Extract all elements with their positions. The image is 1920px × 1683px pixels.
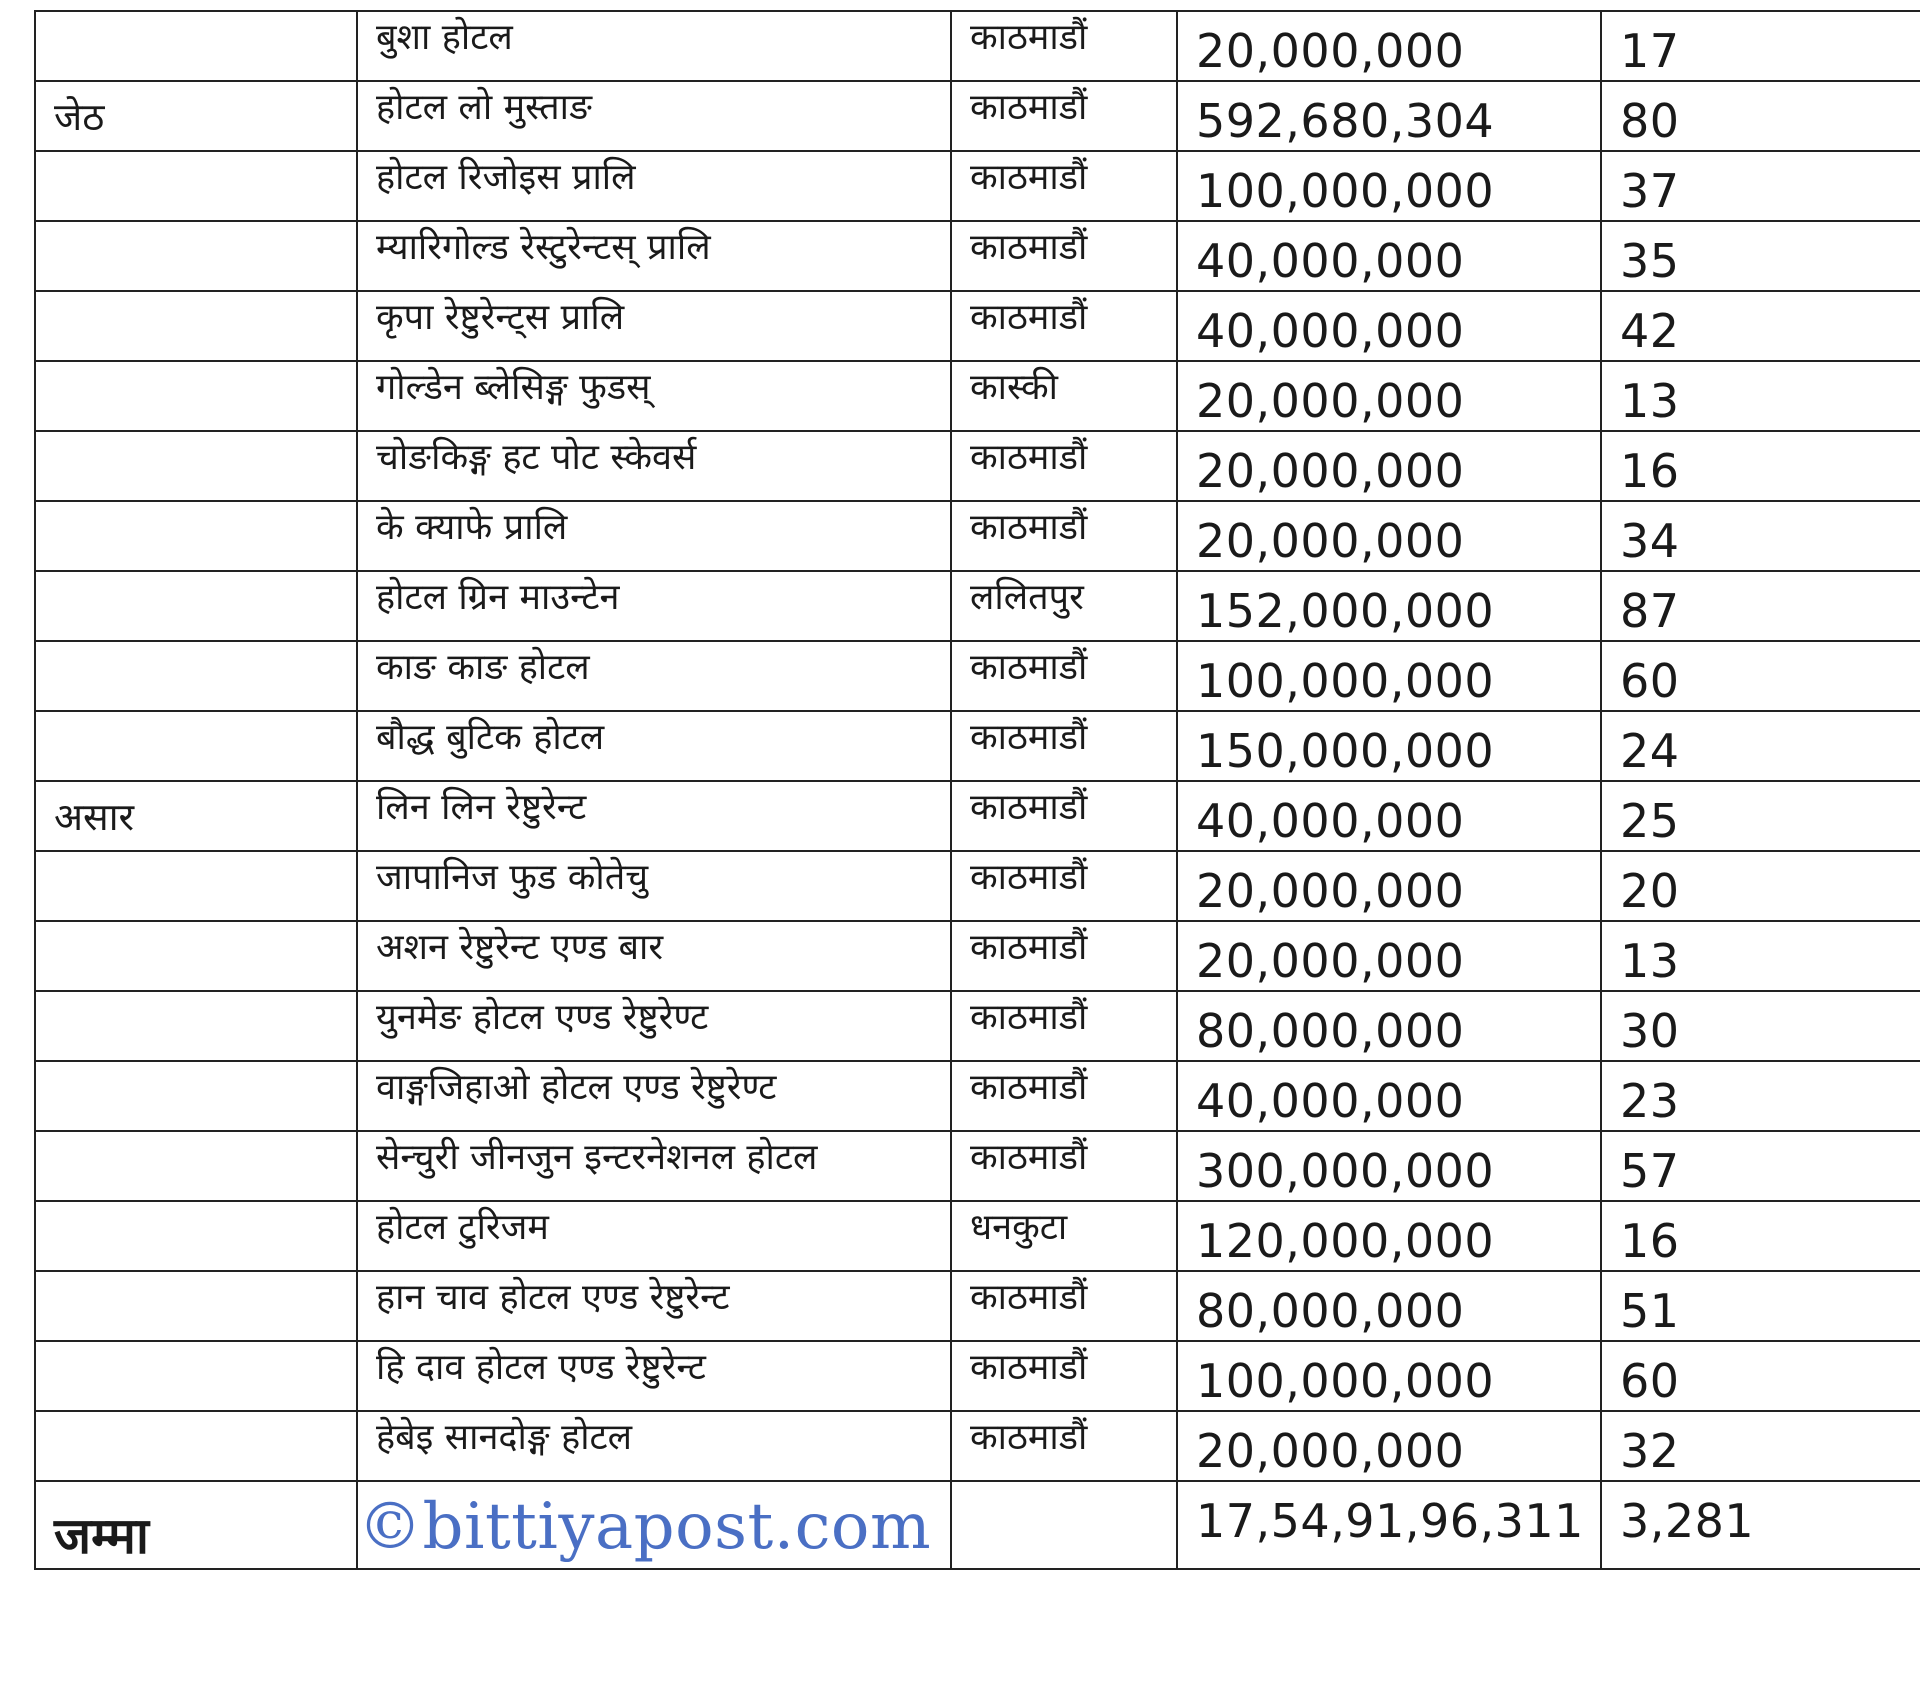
district-cell (951, 711, 1177, 781)
total-employees-cell (1601, 1481, 1920, 1569)
employees-cell (1601, 501, 1920, 571)
month-cell (35, 501, 357, 571)
employees-text: 20 (1620, 864, 1680, 918)
business-name-cell (357, 1131, 951, 1201)
business-name-text: काङ काङ होटल (376, 647, 590, 688)
business-name-cell (357, 151, 951, 221)
month-cell (35, 431, 357, 501)
employees-cell (1601, 1271, 1920, 1341)
amount-text: 152,000,000 (1196, 584, 1495, 638)
employees-cell (1601, 1341, 1920, 1411)
amount-text: 20,000,000 (1196, 374, 1465, 428)
employees-text: 16 (1620, 444, 1680, 498)
business-name-cell (357, 711, 951, 781)
amount-cell (1177, 711, 1601, 781)
employees-cell (1601, 1131, 1920, 1201)
month-cell (35, 1061, 357, 1131)
total-label-cell (35, 1481, 357, 1569)
table-row (35, 431, 1920, 501)
amount-cell (1177, 361, 1601, 431)
employees-cell (1601, 1411, 1920, 1481)
table-row (35, 781, 1920, 851)
total-amount-cell (1177, 1481, 1601, 1569)
business-name-text: हेबेइ सानदोङ्ग होटल (376, 1417, 633, 1458)
month-cell (35, 221, 357, 291)
month-text: जेठ (54, 95, 105, 139)
employees-cell (1601, 851, 1920, 921)
district-text: काठमाडौं (970, 1067, 1088, 1108)
month-cell (35, 1411, 357, 1481)
employees-cell (1601, 81, 1920, 151)
district-cell (951, 431, 1177, 501)
district-cell (951, 781, 1177, 851)
table-row (35, 151, 1920, 221)
month-cell (35, 1131, 357, 1201)
amount-cell (1177, 501, 1601, 571)
district-text: काठमाडौं (970, 787, 1088, 828)
employees-cell (1601, 921, 1920, 991)
district-cell (951, 921, 1177, 991)
month-cell (35, 991, 357, 1061)
month-cell (35, 711, 357, 781)
employees-cell (1601, 711, 1920, 781)
district-cell (951, 221, 1177, 291)
employees-cell (1601, 1061, 1920, 1131)
business-name-cell (357, 291, 951, 361)
table-row (35, 641, 1920, 711)
district-cell (951, 571, 1177, 641)
investment-table (34, 10, 1920, 1570)
total-row (35, 1481, 1920, 1569)
district-text: काठमाडौं (970, 647, 1088, 688)
business-name-text: वाङ्गजिहाओ होटल एण्ड रेष्टुरेण्ट (376, 1067, 777, 1108)
district-text: काठमाडौं (970, 1277, 1088, 1318)
month-text (54, 712, 338, 728)
amount-text: 150,000,000 (1196, 724, 1495, 778)
employees-cell (1601, 151, 1920, 221)
table-row (35, 1341, 1920, 1411)
amount-cell (1177, 991, 1601, 1061)
watermark-cell (357, 1481, 951, 1569)
employees-cell (1601, 991, 1920, 1061)
month-text (54, 1342, 338, 1358)
month-text (54, 152, 338, 168)
amount-text: 20,000,000 (1196, 24, 1465, 78)
amount-text: 100,000,000 (1196, 164, 1495, 218)
amount-cell (1177, 921, 1601, 991)
table-row (35, 11, 1920, 81)
business-name-text: जापानिज फुड कोतेचु (376, 857, 649, 898)
amount-text: 40,000,000 (1196, 234, 1465, 288)
district-cell (951, 151, 1177, 221)
table-body (35, 11, 1920, 1569)
total-district-cell (951, 1481, 1177, 1569)
amount-text: 80,000,000 (1196, 1284, 1465, 1338)
month-text: असार (54, 795, 135, 839)
district-cell (951, 991, 1177, 1061)
table-row (35, 991, 1920, 1061)
amount-text: 20,000,000 (1196, 514, 1465, 568)
district-cell (951, 1341, 1177, 1411)
month-cell (35, 851, 357, 921)
employees-text: 35 (1620, 234, 1680, 288)
month-cell (35, 11, 357, 81)
business-name-cell (357, 221, 951, 291)
amount-text: 100,000,000 (1196, 654, 1495, 708)
month-text (54, 642, 338, 658)
month-text (54, 1412, 338, 1428)
month-cell (35, 1271, 357, 1341)
amount-text: 40,000,000 (1196, 1074, 1465, 1128)
employees-text: 32 (1620, 1424, 1680, 1478)
amount-cell (1177, 11, 1601, 81)
district-cell (951, 291, 1177, 361)
employees-text: 34 (1620, 514, 1680, 568)
amount-cell (1177, 291, 1601, 361)
employees-cell (1601, 361, 1920, 431)
district-text: काठमाडौं (970, 717, 1088, 758)
district-cell (951, 361, 1177, 431)
employees-text: 37 (1620, 164, 1680, 218)
district-text: काठमाडौं (970, 1137, 1088, 1178)
district-text: काठमाडौं (970, 997, 1088, 1038)
business-name-text: बौद्ध बुटिक होटल (376, 717, 605, 758)
business-name-cell (357, 1201, 951, 1271)
month-text (54, 992, 338, 1008)
month-cell (35, 571, 357, 641)
amount-text: 40,000,000 (1196, 794, 1465, 848)
table-row (35, 711, 1920, 781)
business-name-text: होटल लो मुस्ताङ (376, 87, 592, 128)
business-name-text: कृपा रेष्टुरेन्ट्स प्रालि (376, 297, 625, 338)
district-text: कास्की (970, 367, 1058, 408)
total-amount: 17,54,91,96,311 (1196, 1494, 1584, 1548)
employees-text: 57 (1620, 1144, 1680, 1198)
month-cell (35, 81, 357, 151)
business-name-cell (357, 851, 951, 921)
employees-text: 87 (1620, 584, 1680, 638)
table-row (35, 81, 1920, 151)
total-employees: 3,281 (1620, 1494, 1755, 1548)
business-name-text: सेन्चुरी जीनजुन इन्टरनेशनल होटल (376, 1137, 818, 1178)
amount-cell (1177, 221, 1601, 291)
table-row (35, 851, 1920, 921)
month-text (54, 502, 338, 518)
employees-text: 24 (1620, 724, 1680, 778)
amount-text: 80,000,000 (1196, 1004, 1465, 1058)
business-name-text: बुशा होटल (376, 17, 513, 58)
month-cell (35, 361, 357, 431)
district-text: काठमाडौं (970, 1417, 1088, 1458)
business-name-cell (357, 361, 951, 431)
employees-text: 16 (1620, 1214, 1680, 1268)
month-cell (35, 291, 357, 361)
district-cell (951, 501, 1177, 571)
amount-cell (1177, 1341, 1601, 1411)
business-name-cell (357, 1271, 951, 1341)
amount-text: 20,000,000 (1196, 1424, 1465, 1478)
amount-text: 120,000,000 (1196, 1214, 1495, 1268)
district-cell (951, 851, 1177, 921)
district-text: काठमाडौं (970, 927, 1088, 968)
employees-text: 23 (1620, 1074, 1680, 1128)
business-name-cell (357, 641, 951, 711)
district-cell (951, 1061, 1177, 1131)
business-name-cell (357, 431, 951, 501)
employees-cell (1601, 291, 1920, 361)
business-name-text: के क्याफे प्रालि (376, 507, 568, 548)
district-cell (951, 1201, 1177, 1271)
business-name-cell (357, 991, 951, 1061)
business-name-cell (357, 11, 951, 81)
business-name-text: हान चाव होटल एण्ड रेष्टुरेन्ट (376, 1277, 730, 1318)
business-name-text: लिन लिन रेष्टुरेन्ट (376, 787, 587, 828)
district-text: काठमाडौं (970, 157, 1088, 198)
month-text (54, 432, 338, 448)
table-row (35, 361, 1920, 431)
amount-text: 20,000,000 (1196, 934, 1465, 988)
table-row (35, 221, 1920, 291)
month-text (54, 922, 338, 938)
district-text: काठमाडौं (970, 507, 1088, 548)
business-name-cell (357, 81, 951, 151)
amount-cell (1177, 571, 1601, 641)
employees-text: 17 (1620, 24, 1680, 78)
business-name-cell (357, 571, 951, 641)
month-cell (35, 641, 357, 711)
month-text (54, 852, 338, 868)
business-name-text: होटल टुरिजम (376, 1207, 549, 1248)
district-text: काठमाडौं (970, 857, 1088, 898)
table-row (35, 921, 1920, 991)
employees-cell (1601, 641, 1920, 711)
business-name-text: गोल्डेन ब्लेसिङ्ग फुडस् (376, 367, 651, 408)
district-cell (951, 641, 1177, 711)
table-row (35, 571, 1920, 641)
district-cell (951, 81, 1177, 151)
month-cell (35, 921, 357, 991)
amount-cell (1177, 81, 1601, 151)
employees-text: 42 (1620, 304, 1680, 358)
district-cell (951, 11, 1177, 81)
month-text (54, 572, 338, 588)
employees-cell (1601, 571, 1920, 641)
business-name-text: म्यारिगोल्ड रेस्टुरेन्टस् प्रालि (376, 227, 711, 268)
table-row (35, 1131, 1920, 1201)
employees-cell (1601, 781, 1920, 851)
table-row (35, 501, 1920, 571)
table-row (35, 291, 1920, 361)
month-text (54, 1202, 338, 1218)
watermark-text: ©bittiyapost.com (358, 1490, 932, 1564)
employees-text: 13 (1620, 374, 1680, 428)
month-text (54, 362, 338, 378)
total-label: जम्मा (54, 1507, 149, 1565)
district-cell (951, 1271, 1177, 1341)
district-text: काठमाडौं (970, 87, 1088, 128)
amount-cell (1177, 641, 1601, 711)
month-text (54, 222, 338, 238)
employees-text: 51 (1620, 1284, 1680, 1338)
table-row (35, 1411, 1920, 1481)
amount-cell (1177, 1271, 1601, 1341)
table-row (35, 1271, 1920, 1341)
amount-text: 300,000,000 (1196, 1144, 1495, 1198)
month-text (54, 1062, 338, 1078)
district-text: काठमाडौं (970, 297, 1088, 338)
employees-text: 25 (1620, 794, 1680, 848)
employees-cell (1601, 431, 1920, 501)
amount-cell (1177, 1201, 1601, 1271)
month-text (54, 12, 338, 28)
month-cell (35, 151, 357, 221)
employees-text: 60 (1620, 654, 1680, 708)
business-name-text: चोङकिङ्ग हट पोट स्केवर्स (376, 437, 697, 478)
business-name-cell (357, 1061, 951, 1131)
month-cell (35, 1341, 357, 1411)
business-name-text: अशन रेष्टुरेन्ट एण्ड बार (376, 927, 664, 968)
amount-cell (1177, 1061, 1601, 1131)
amount-cell (1177, 781, 1601, 851)
business-name-text: हि दाव होटल एण्ड रेष्टुरेन्ट (376, 1347, 706, 1388)
employees-cell (1601, 221, 1920, 291)
month-cell (35, 1201, 357, 1271)
district-cell (951, 1131, 1177, 1201)
business-name-cell (357, 781, 951, 851)
table-row (35, 1061, 1920, 1131)
business-name-text: होटल ग्रिन माउन्टेन (376, 577, 620, 618)
employees-text: 80 (1620, 94, 1680, 148)
amount-cell (1177, 851, 1601, 921)
district-text: धनकुटा (970, 1207, 1068, 1248)
business-name-cell (357, 1341, 951, 1411)
district-text: काठमाडौं (970, 17, 1088, 58)
district-text: काठमाडौं (970, 227, 1088, 268)
amount-cell (1177, 1411, 1601, 1481)
employees-text: 13 (1620, 934, 1680, 988)
employees-cell (1601, 11, 1920, 81)
amount-cell (1177, 1131, 1601, 1201)
amount-cell (1177, 151, 1601, 221)
business-name-cell (357, 921, 951, 991)
amount-text: 40,000,000 (1196, 304, 1465, 358)
month-cell (35, 781, 357, 851)
district-text: काठमाडौं (970, 1347, 1088, 1388)
district-text: काठमाडौं (970, 437, 1088, 478)
business-name-cell (357, 501, 951, 571)
amount-cell (1177, 431, 1601, 501)
amount-text: 20,000,000 (1196, 444, 1465, 498)
employees-cell (1601, 1201, 1920, 1271)
amount-text: 20,000,000 (1196, 864, 1465, 918)
month-text (54, 292, 338, 308)
employees-text: 30 (1620, 1004, 1680, 1058)
table-row (35, 1201, 1920, 1271)
business-name-text: होटल रिजोइस प्रालि (376, 157, 636, 198)
district-text: ललितपुर (970, 577, 1084, 618)
month-text (54, 1132, 338, 1148)
business-name-text: युनमेङ होटल एण्ड रेष्टुरेण्ट (376, 997, 709, 1038)
amount-text: 592,680,304 (1196, 94, 1495, 148)
amount-text: 100,000,000 (1196, 1354, 1495, 1408)
business-name-cell (357, 1411, 951, 1481)
month-text (54, 1272, 338, 1288)
employees-text: 60 (1620, 1354, 1680, 1408)
district-cell (951, 1411, 1177, 1481)
